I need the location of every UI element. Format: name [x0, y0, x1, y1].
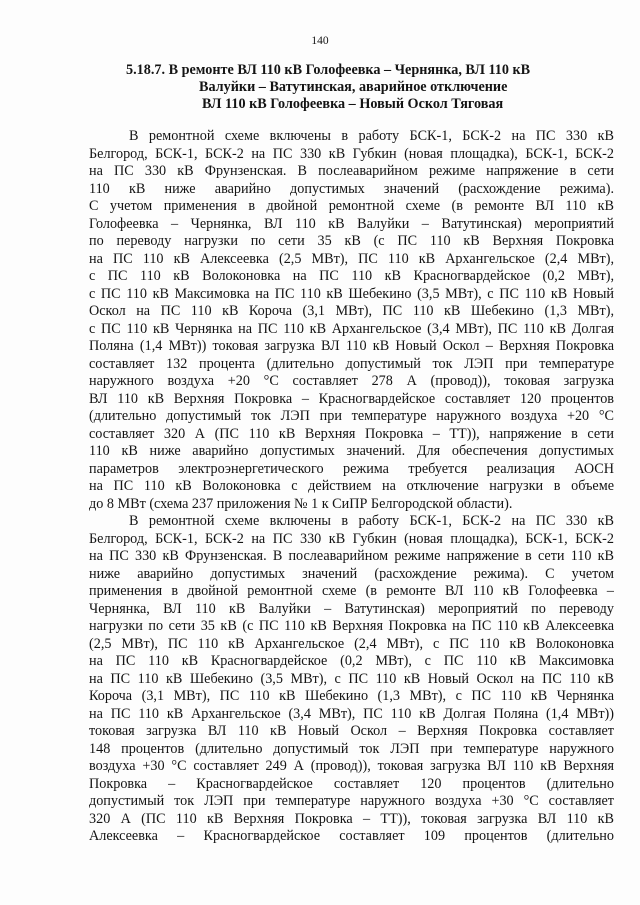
text-line: на ПС 110 кВ Красногвардейское (0,2 МВт), с ПС 110 кВ Максимовка — [89, 653, 614, 669]
text-line: (длительно допустимый ток ЛЭП при температуре наружного воздуха +20 °С — [89, 408, 614, 424]
body-text — [89, 128, 614, 846]
text-line: на ПС 110 кВ Волоконовка с действием на отключение нагрузки в объеме — [89, 478, 614, 494]
text-line: Голофеевка – Чернянка, ВЛ 110 кВ Валуйки – Ватутинская) мероприятий — [89, 215, 614, 232]
heading-line: 5.18.7. В ремонте ВЛ 110 кВ Голофеевка – Чернянка, ВЛ 110 кВ — [126, 62, 531, 78]
text-line: параметров электроэнергетического режима требуется реализация АОСН — [89, 460, 614, 477]
text-line: Белгород, БСК-1, БСК-2 на ПС 330 кВ Губкин (новая площадка), БСК-1, БСК-2 — [89, 145, 614, 162]
text-line: В ремонтной схеме включены в работу БСК-1, БСК-2 на ПС 330 кВ — [129, 513, 614, 529]
text-line: на ПС 330 кВ Фрунзенская. В послеаварийном режиме напряжение в сети — [89, 163, 614, 179]
text-line: Короча (3,1 МВт), ПС 110 кВ Шебекино (1,3 МВт), с ПС 110 кВ Чернянка — [89, 688, 614, 704]
text-line: составляет 132 процента (длительно допустимый ток ЛЭП при температуре — [89, 355, 614, 372]
text-line: В ремонтной схеме включены в работу БСК-1, БСК-2 на ПС 330 кВ — [129, 128, 614, 144]
text-line: на ПС 330 кВ Фрунзенская. В послеаварийном режиме напряжение в сети 110 кВ — [89, 548, 614, 564]
text-line: Белгород, БСК-1, БСК-2 на ПС 330 кВ Губкин (новая площадка), БСК-1, БСК-2 — [89, 530, 614, 547]
text-line: ниже аварийно допустимых значений (расхождение режима). С учетом — [89, 565, 614, 582]
text-line: ВЛ 110 кВ Верхняя Покровка – Красногвардейское составляет 120 процентов — [89, 390, 614, 407]
text-line: (2,5 МВт), ПС 110 кВ Архангельское (2,4 МВт), с ПС 110 кВ Волоконовка — [89, 635, 614, 652]
text-line: составляет 320 А (ПС 110 кВ Верхняя Покровка – ТТ)), напряжение в сети — [89, 425, 614, 442]
text-line: на ПС 110 кВ Алексеевка (2,5 МВт), ПС 110 кВ Архангельское (2,4 МВт), — [89, 250, 614, 267]
text-line: наружного воздуха +20 °С составляет 278 А (провод)), токовая загрузка — [89, 373, 614, 389]
text-line: воздуха +30 °С составляет 249 А (провод)), токовая загрузка ВЛ 110 кВ Верхняя — [89, 758, 614, 774]
text-line: с ПС 110 кВ Максимовка на ПС 110 кВ Шебекино (3,5 МВт), с ПС 110 кВ Новый — [89, 285, 614, 302]
text-line: по переводу нагрузки по сети 35 кВ (с ПС 110 кВ Верхняя Покровка — [89, 233, 614, 249]
heading-line: ВЛ 110 кВ Голофеевка – Новый Оскол Тяговая — [202, 96, 504, 112]
text-line: до 8 МВт (схема 237 приложения № 1 к СиПР Белгородской области). — [89, 495, 513, 512]
text-line: допустимый ток ЛЭП при температуре наружного воздуха +30 °С составляет — [89, 793, 614, 809]
text-line: нагрузки по сети 35 кВ (с ПС 110 кВ Верхняя Покровка на ПС 110 кВ Алексеевка — [89, 618, 614, 634]
text-line: Алексеевка – Красногвардейское составляет 109 процентов (длительно — [89, 828, 614, 844]
text-line: токовая загрузка ВЛ 110 кВ Новый Оскол – Верхняя Покровка составляет — [89, 723, 614, 739]
heading-line: Валуйки – Ватутинская, аварийное отключение — [199, 79, 508, 95]
text-line: Покровка – Красногвардейское составляет 120 процентов (длительно — [89, 775, 614, 792]
text-line: на ПС 110 кВ Шебекино (3,5 МВт), с ПС 110 кВ Новый Оскол на ПС 110 кВ — [89, 670, 614, 687]
text-line: 320 А (ПС 110 кВ Верхняя Покровка – ТТ)), токовая загрузка ВЛ 110 кВ — [89, 810, 614, 827]
paragraph — [89, 513, 614, 846]
text-line: на ПС 110 кВ Архангельское (3,4 МВт), ПС 110 кВ Долгая Поляна (1,4 МВт)) — [89, 705, 614, 722]
text-line: 110 кВ ниже аварийно допустимых значений. Для обеспечения допустимых — [89, 443, 614, 459]
text-line: применения в двойной ремонтной схеме (в ремонте ВЛ 110 кВ Голофеевка – — [89, 583, 614, 599]
text-line: 110 кВ ниже аварийно допустимых значений (расхождение режима). — [89, 180, 614, 197]
page-number: 140 — [311, 35, 329, 47]
section-heading — [100, 62, 570, 113]
paragraph — [89, 128, 614, 513]
text-line: с ПС 110 кВ Волоконовка на ПС 110 кВ Красногвардейское (0,2 МВт), — [89, 268, 614, 284]
text-line: с ПС 110 кВ Чернянка на ПС 110 кВ Архангельское (3,4 МВт), ПС 110 кВ Долгая — [89, 320, 614, 337]
text-line: Чернянка, ВЛ 110 кВ Валуйки – Ватутинская) мероприятий по переводу — [89, 600, 614, 617]
text-line: 148 процентов (длительно допустимый ток ЛЭП при температуре наружного — [89, 740, 614, 757]
text-line: Оскол на ПС 110 кВ Короча (3,1 МВт), ПС 110 кВ Шебекино (1,3 МВт), — [89, 303, 614, 319]
text-line: С учетом применения в двойной ремонтной схеме (в ремонте ВЛ 110 кВ — [89, 198, 614, 214]
text-line: Поляна (1,4 МВт)) токовая загрузка ВЛ 110 кВ Новый Оскол – Верхняя Покровка — [89, 338, 614, 354]
